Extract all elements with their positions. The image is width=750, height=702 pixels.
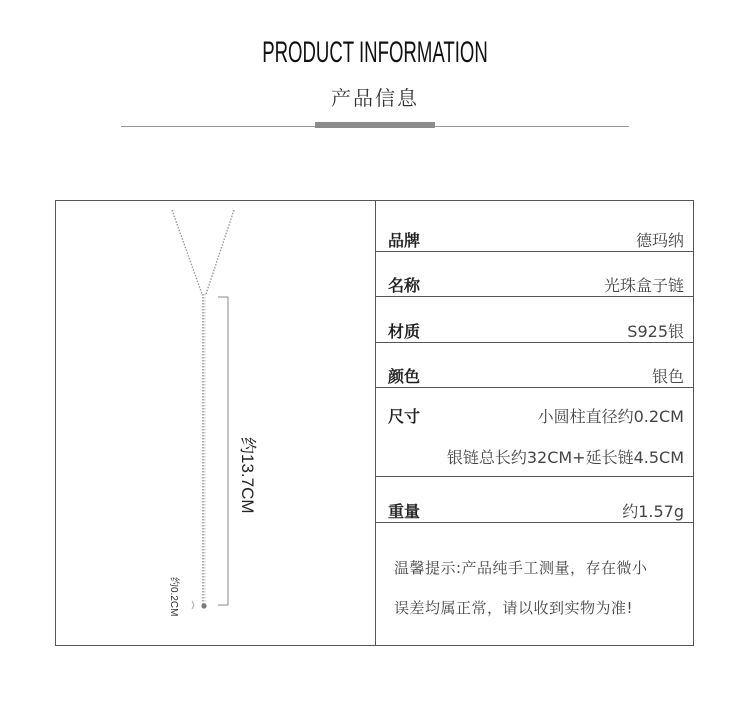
spec-label-weight: 重量 — [388, 502, 421, 521]
spec-value-color: 银色 — [651, 367, 684, 386]
row-divider — [376, 387, 694, 388]
page-title-english: PRODUCT INFORMATION — [262, 36, 488, 69]
row-divider — [376, 251, 694, 252]
length-label: 约13.7CM — [238, 437, 257, 514]
length-dimension-line — [218, 297, 228, 605]
necklace-chain — [172, 210, 234, 605]
spec-label-material: 材质 — [388, 322, 421, 341]
spec-label-size: 尺寸 — [388, 407, 421, 426]
spec-value-material: S925银 — [627, 322, 684, 341]
spec-value-name: 光珠盒子链 — [603, 276, 684, 295]
title-accent-bar — [315, 122, 435, 128]
row-divider — [376, 476, 694, 477]
spec-value-size-length: 银链总长约32CM+延长链4.5CM — [446, 448, 684, 467]
row-divider — [376, 342, 694, 343]
spec-label-color: 颜色 — [388, 367, 421, 386]
spec-value-brand: 德玛纳 — [635, 231, 684, 250]
necklace-image — [56, 201, 374, 645]
row-divider — [376, 522, 694, 523]
measurement-note-line-1: 温馨提示:产品纯手工测量，存在微小 — [394, 559, 648, 577]
bead-dimension-mark — [192, 601, 194, 609]
spec-label-brand: 品牌 — [388, 231, 421, 250]
bead-size-label: 约0.2CM — [168, 577, 179, 617]
measurement-note-line-2: 误差均属正常，请以收到实物为准! — [394, 599, 634, 617]
spec-label-name: 名称 — [388, 276, 421, 295]
necklace-bead — [201, 603, 206, 608]
row-divider — [376, 296, 694, 297]
page-title-chinese: 产品信息 — [331, 86, 419, 110]
spec-value-weight: 约1.57g — [622, 502, 684, 521]
spec-value-size-diameter: 小圆柱直径约0.2CM — [537, 407, 684, 426]
card-column-divider — [375, 200, 376, 646]
